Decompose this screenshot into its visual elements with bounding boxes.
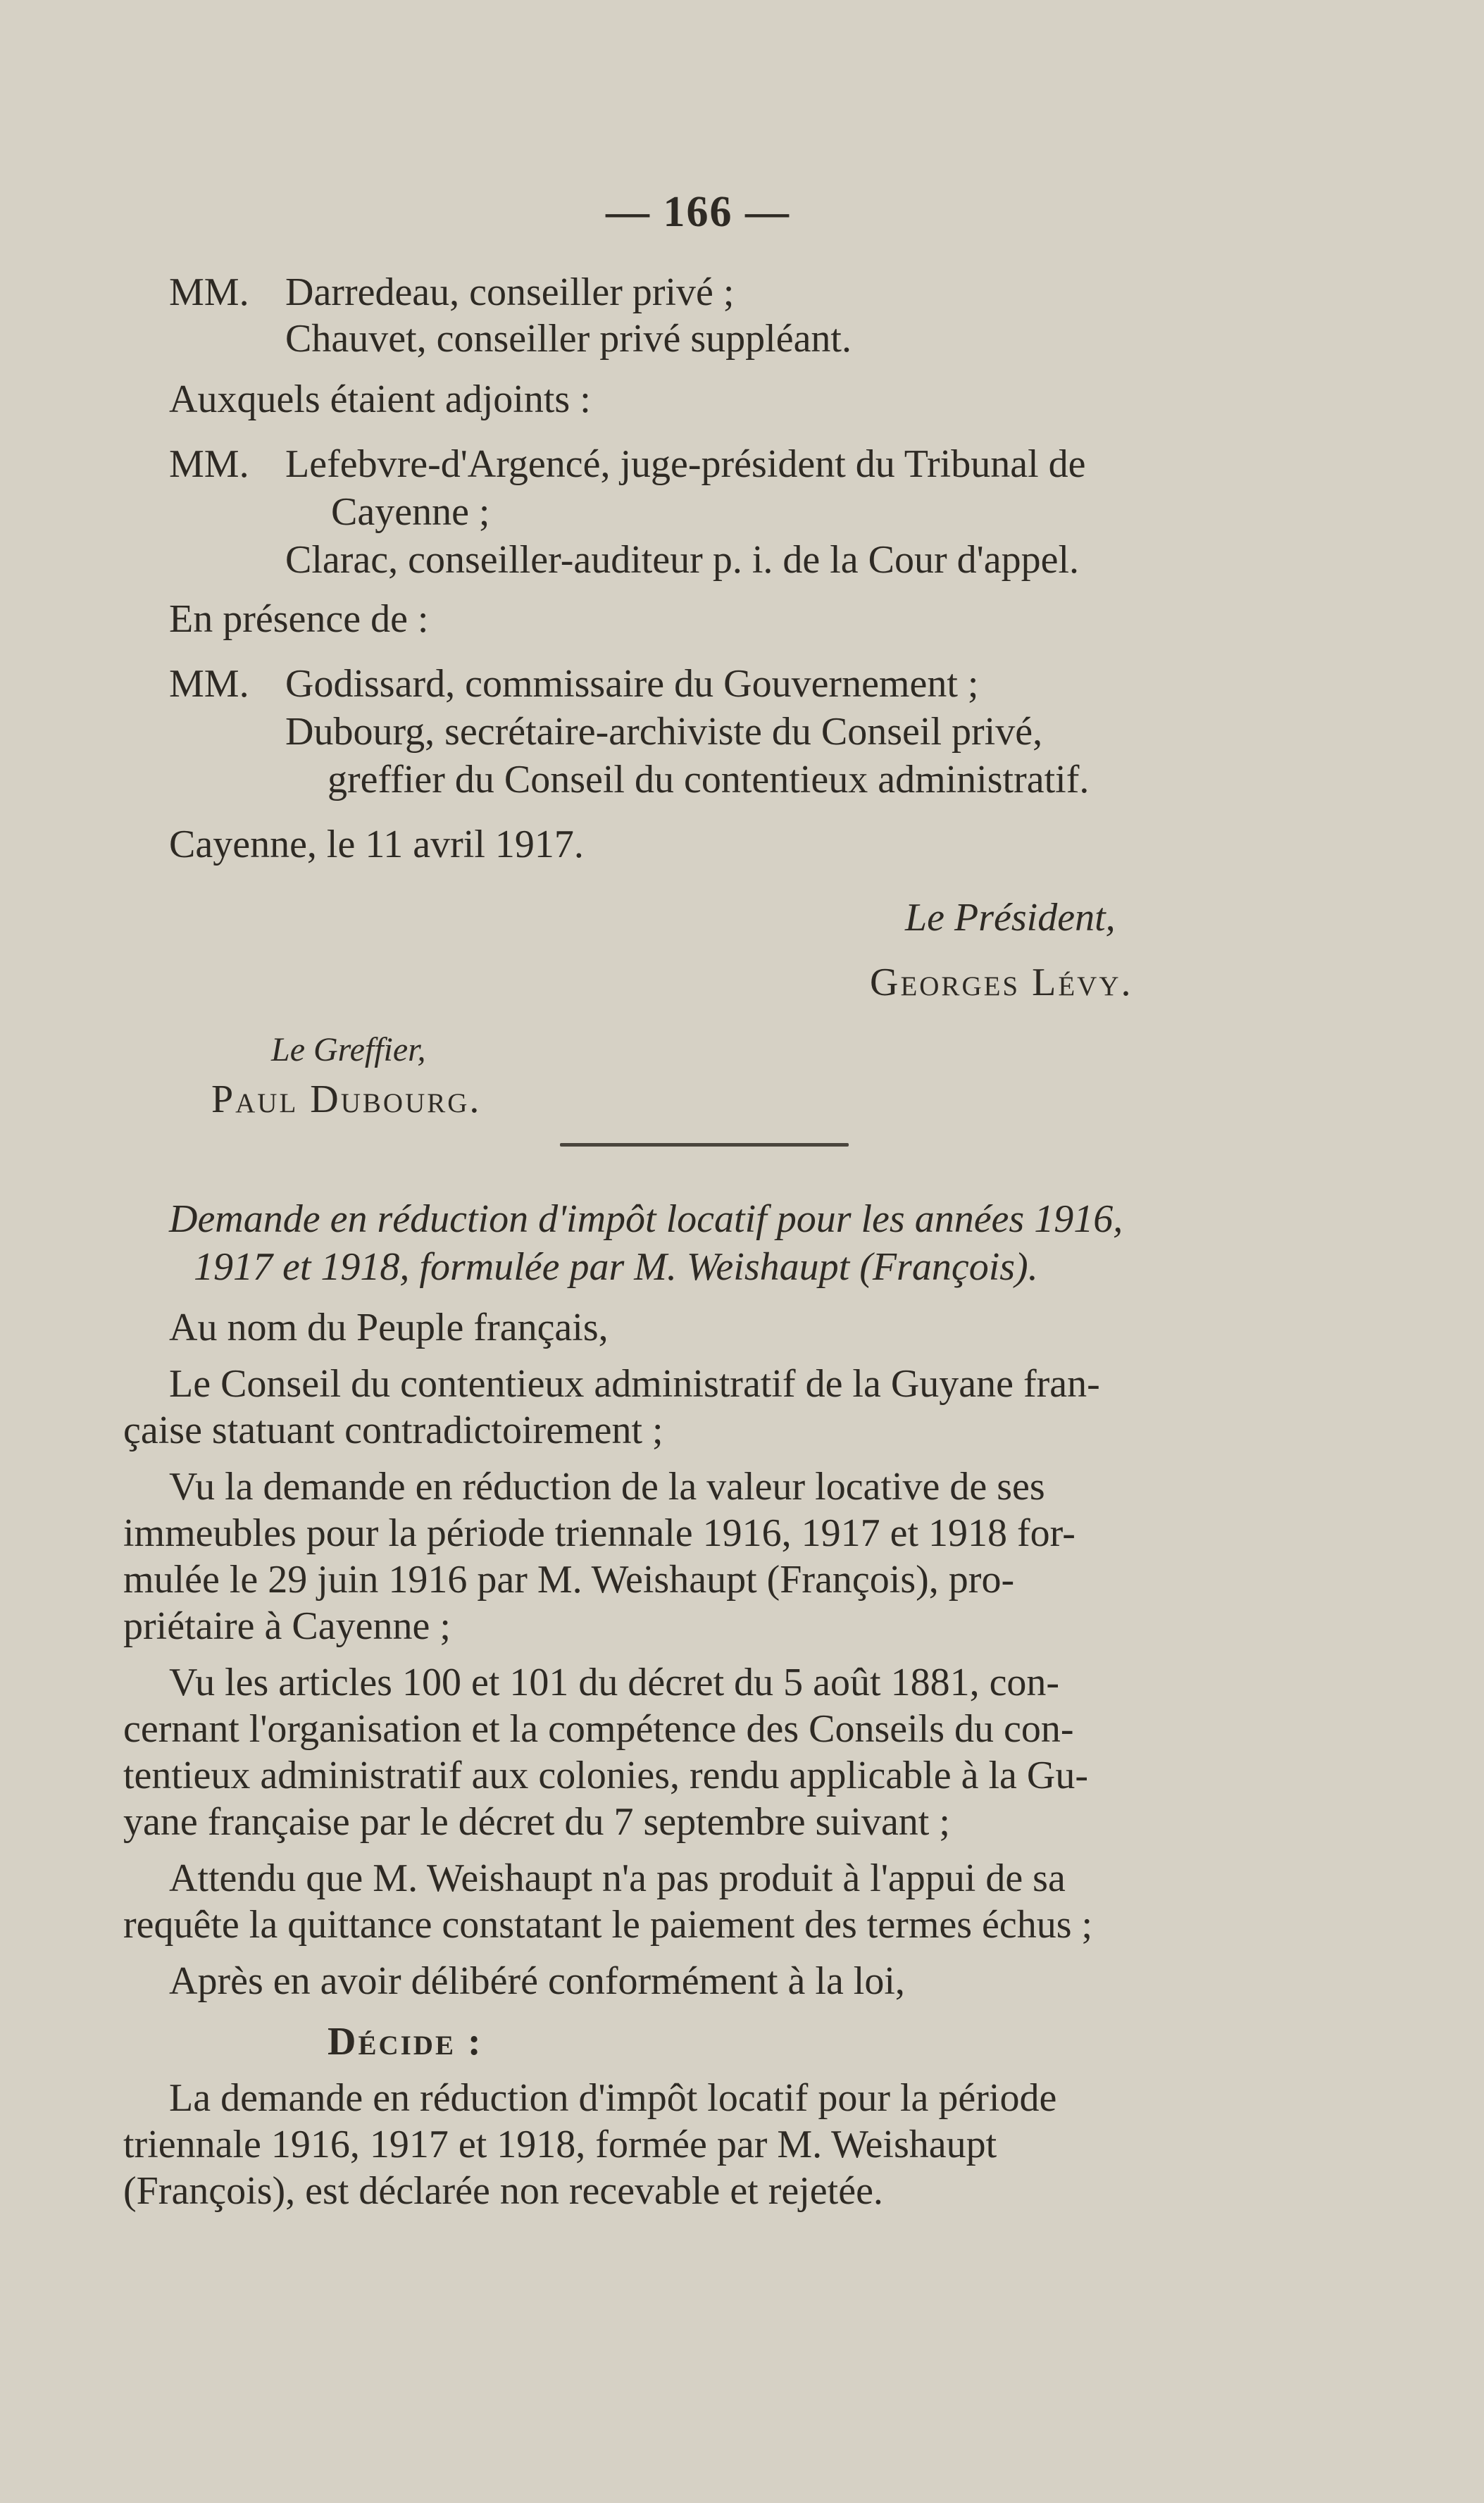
composition-prefix: MM.	[169, 270, 249, 314]
adjoints-line: Clarac, conseiller-auditeur p. i. de la Cour d'appel.	[285, 538, 1079, 582]
presence-prefix: MM.	[169, 662, 249, 706]
decide-heading: Décide :	[328, 2020, 483, 2064]
presence-line: Dubourg, secrétaire-archiviste du Conseil privé,	[285, 710, 1043, 754]
presence-line: greffier du Conseil du contentieux administratif.	[328, 758, 1090, 801]
body-line: Vu les articles 100 et 101 du décret du 5 août 1881, con-	[169, 1661, 1060, 1704]
body-line: priétaire à Cayenne ;	[123, 1604, 451, 1648]
page-number: — 166 —	[606, 188, 790, 236]
body-line: immeubles pour la période triennale 1916, 1917 et 1918 for-	[123, 1511, 1075, 1555]
composition-line: Darredeau, conseiller privé ;	[285, 270, 735, 314]
adjoints-prefix: MM.	[169, 442, 249, 486]
decision-line: triennale 1916, 1917 et 1918, formée par M. Weishaupt	[123, 2123, 997, 2166]
date-line: Cayenne, le 11 avril 1917.	[169, 823, 584, 866]
decision-line: (François), est déclarée non recevable et rejetée.	[123, 2169, 883, 2213]
president-title: Le Président,	[905, 896, 1116, 940]
body-line: yane française par le décret du 7 septembre suivant ;	[123, 1800, 950, 1844]
body-line: Au nom du Peuple français,	[169, 1306, 609, 1349]
adjoints-line: Cayenne ;	[331, 490, 490, 534]
section-divider	[560, 1143, 849, 1147]
body-line: Attendu que M. Weishaupt n'a pas produit à l'appui de sa	[169, 1856, 1066, 1900]
case-title-line: Demande en réduction d'impôt locatif pour les années 1916,	[169, 1197, 1123, 1241]
body-line: Le Conseil du contentieux administratif de la Guyane fran-	[169, 1362, 1100, 1406]
composition-line: Chauvet, conseiller privé suppléant.	[285, 317, 852, 361]
president-name: Georges Lévy.	[870, 961, 1133, 1004]
case-title-line: 1917 et 1918, formulée par M. Weishaupt (François).	[194, 1245, 1038, 1289]
adjoints-heading: Auxquels étaient adjoints :	[169, 377, 591, 421]
presence-heading: En présence de :	[169, 597, 429, 641]
body-line: Après en avoir délibéré conformément à la loi,	[169, 1959, 905, 2003]
adjoints-line: Lefebvre-d'Argencé, juge-président du Tribunal de	[285, 442, 1086, 486]
body-line: mulée le 29 juin 1916 par M. Weishaupt (François), pro-	[123, 1558, 1015, 1602]
body-line: cernant l'organisation et la compétence des Conseils du con-	[123, 1707, 1074, 1751]
body-line: Vu la demande en réduction de la valeur locative de ses	[169, 1465, 1045, 1509]
greffier-name: Paul Dubourg.	[211, 1078, 482, 1121]
body-line: çaise statuant contradictoirement ;	[123, 1409, 663, 1452]
body-line: tentieux administratif aux colonies, rendu applicable à la Gu-	[123, 1754, 1088, 1797]
presence-line: Godissard, commissaire du Gouvernement ;	[285, 662, 979, 706]
greffier-title: Le Greffier,	[271, 1031, 426, 1068]
decision-line: La demande en réduction d'impôt locatif pour la période	[169, 2076, 1057, 2120]
body-line: requête la quittance constatant le paiement des termes échus ;	[123, 1903, 1093, 1947]
